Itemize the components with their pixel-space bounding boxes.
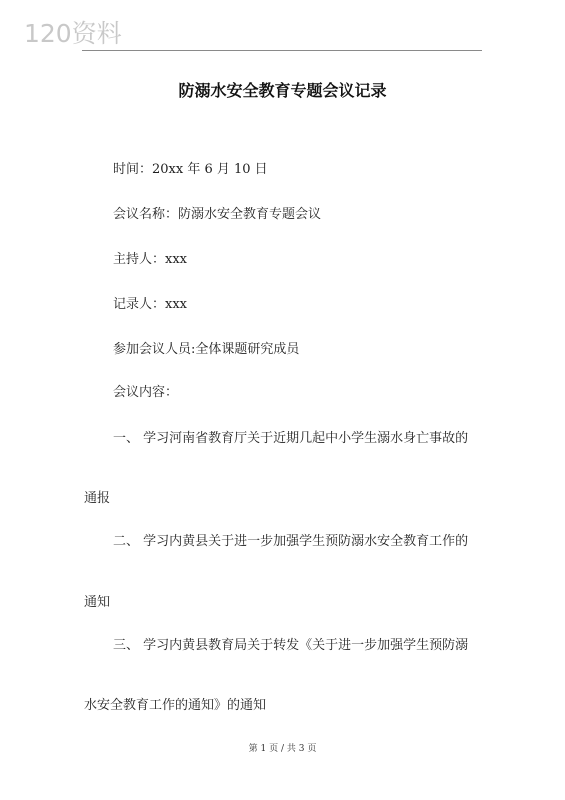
meeting-recorder: 记录人：xxx bbox=[113, 297, 187, 312]
meeting-host: 主持人：xxx bbox=[113, 252, 187, 267]
header-divider bbox=[82, 50, 482, 51]
content-heading: 会议内容： bbox=[113, 385, 179, 400]
agenda-item-1-line1: 一、 学习河南省教育厅关于近期几起中小学生溺水身亡事故的 bbox=[113, 431, 469, 446]
agenda-item-2-line2: 通知 bbox=[84, 595, 111, 610]
meeting-name: 会议名称：防溺水安全教育专题会议 bbox=[113, 207, 322, 222]
meeting-time: 时间：20xx 年 6 月 10 日 bbox=[113, 162, 268, 177]
watermark-logo: 120资料 bbox=[24, 19, 122, 48]
agenda-item-3-line1: 三、 学习内黄县教育局关于转发《关于进一步加强学生预防溺 bbox=[113, 638, 469, 653]
agenda-item-3-line2: 水安全教育工作的通知》的通知 bbox=[84, 698, 267, 713]
document-title: 防溺水安全教育专题会议记录 bbox=[178, 81, 387, 100]
agenda-item-1-line2: 通报 bbox=[84, 491, 111, 506]
page-number: 第 1 页 / 共 3 页 bbox=[248, 744, 317, 754]
meeting-attendees: 参加会议人员:全体课题研究成员 bbox=[113, 342, 300, 357]
agenda-item-2-line1: 二、 学习内黄县关于进一步加强学生预防溺水安全教育工作的 bbox=[113, 534, 469, 549]
